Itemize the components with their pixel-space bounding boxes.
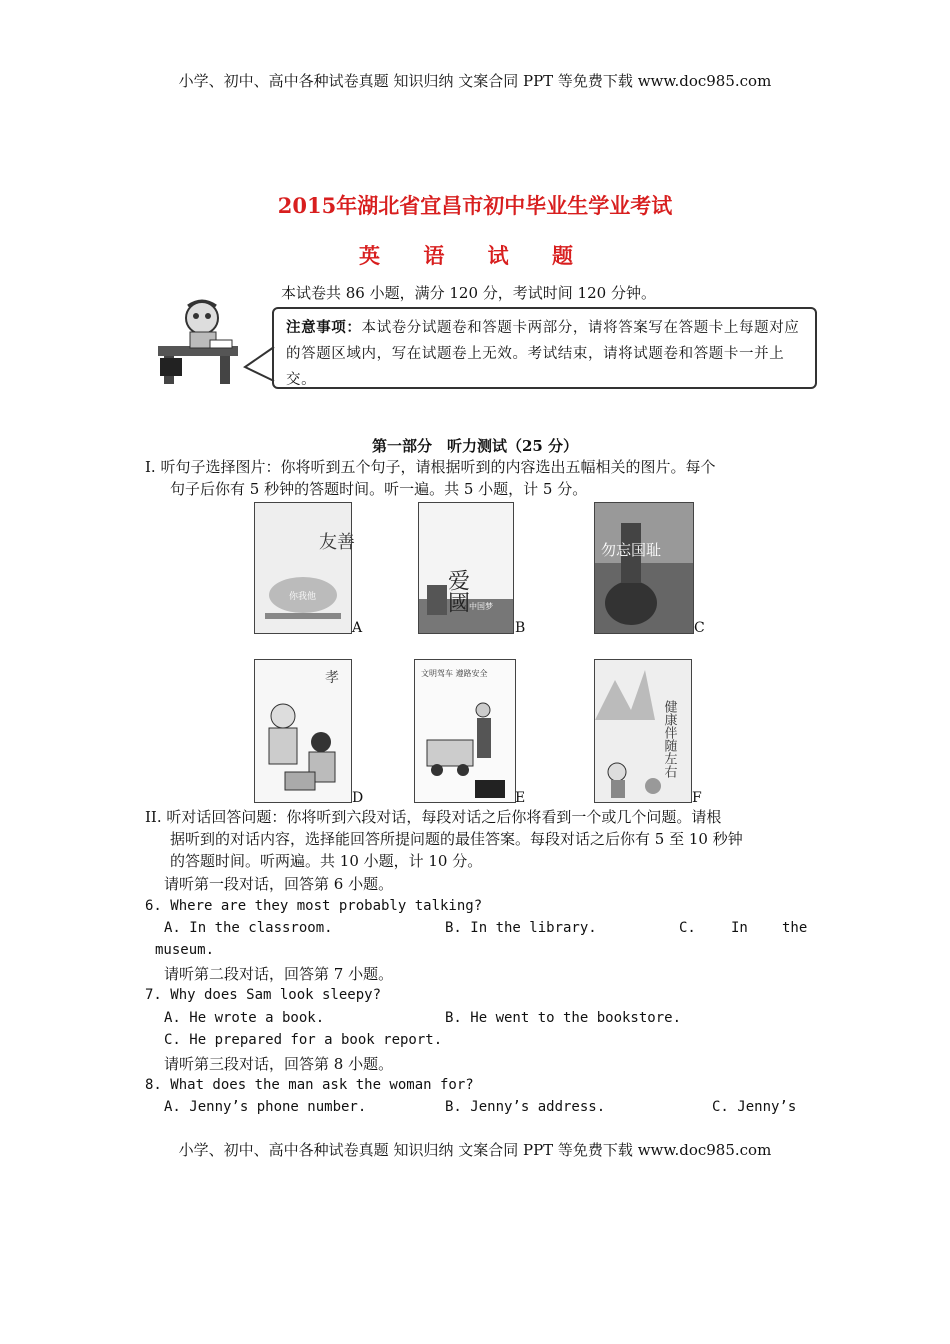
question-8-stem: 8. What does the man ask the woman for? [145, 1077, 474, 1093]
part2-instruction-line3: 的答题时间。听两遍。共 10 小题，计 10 分。 [170, 852, 483, 870]
notice-box [272, 307, 817, 389]
picture-b-sub: 中国梦 [469, 602, 493, 611]
picture-c-label: C [694, 620, 705, 636]
picture-a-sub: 你我他 [289, 592, 317, 602]
picture-f [594, 659, 692, 803]
question-7-option-c: C. He prepared for a book report. [164, 1032, 443, 1048]
picture-c-caption: 勿忘国耻 [601, 541, 662, 559]
question-7-option-b: B. He went to the bookstore. [445, 1010, 682, 1026]
picture-e [414, 659, 516, 803]
student-cartoon-illustration [150, 296, 250, 388]
question-6-option-c-word2: the [782, 920, 808, 936]
picture-e-caption: 文明驾车 遵路安全 [421, 669, 488, 678]
question-6-option-b: B. In the library. [445, 920, 597, 936]
exam-intro: 本试卷共 86 小题，满分 120 分，考试时间 120 分钟。 [281, 284, 656, 302]
question-6-stem: 6. Where are they most probably talking? [145, 898, 483, 914]
picture-d-caption: 孝 [325, 670, 339, 686]
picture-c [594, 502, 694, 634]
dialogue-1-prompt: 请听第一段对话，回答第 6 小题。 [164, 875, 394, 893]
dialogue-3-prompt: 请听第三段对话，回答第 8 小题。 [164, 1055, 394, 1073]
part2-instruction-line1: II. 听对话回答问题：你将听到六段对话，每段对话之后你将看到一个或几个问题。请根 [145, 808, 722, 826]
question-7-option-a: A. He wrote a book. [164, 1010, 325, 1026]
question-8-option-b: B. Jenny’s address. [445, 1099, 606, 1115]
question-6-option-a: A. In the classroom. [164, 920, 333, 936]
dialogue-2-prompt: 请听第二段对话，回答第 7 小题。 [164, 965, 394, 983]
notice-label: 注意事项： [286, 319, 362, 336]
question-7-stem: 7. Why does Sam look sleepy? [145, 987, 382, 1003]
section-heading-listening: 第一部分 听力测试（25 分） [371, 437, 579, 455]
question-6-option-c-letter: C. [679, 920, 696, 936]
part1-instruction-line2: 句子后你有 5 秒钟的答题时间。听一遍。共 5 小题，计 5 分。 [170, 480, 588, 498]
exam-subtitle: 英 语 试 题 [359, 243, 591, 268]
picture-d [254, 659, 352, 803]
page-footer: 小学、初中、高中各种试卷真题 知识归纳 文案合同 PPT 等免费下载 www.doc985.com [178, 1141, 772, 1159]
exam-title: 2015年湖北省宜昌市初中毕业生学业考试 [277, 193, 673, 218]
part1-instruction-line1: Ⅰ. 听句子选择图片：你将听到五个句子，请根据听到的内容选出五幅相关的图片。每个 [145, 458, 716, 476]
page-header: 小学、初中、高中各种试卷真题 知识归纳 文案合同 PPT 等免费下载 www.doc985.com [178, 72, 772, 90]
picture-a-label: A [352, 620, 363, 636]
question-8-option-a: A. Jenny’s phone number. [164, 1099, 367, 1115]
picture-f-caption: 健康伴随左右 [661, 700, 677, 778]
question-6-option-c-word1: In [731, 920, 748, 936]
picture-f-label: F [692, 790, 702, 806]
notice-text: 本试卷分试题卷和答题卡两部分，请将答案写在答题卡上每题对应的答题区域内，写在试题卷上无效。考试结束，请将试题卷和答题卡一并上交。 [286, 320, 800, 388]
picture-b [418, 502, 514, 634]
picture-a [254, 502, 355, 634]
picture-b-label: B [515, 620, 526, 636]
picture-a-caption: 友善 [319, 532, 355, 553]
part2-instruction-line2: 据听到的对话内容，选择能回答所提问题的最佳答案。每段对话之后你有 5 至 10 秒钟 [170, 830, 743, 848]
question-8-option-c: C. Jenny’s [712, 1099, 797, 1115]
picture-e-label: E [515, 790, 526, 806]
question-6-option-c-word3: museum. [155, 942, 215, 958]
picture-d-label: D [352, 790, 364, 806]
picture-b-caption: 爱國 [444, 569, 470, 613]
